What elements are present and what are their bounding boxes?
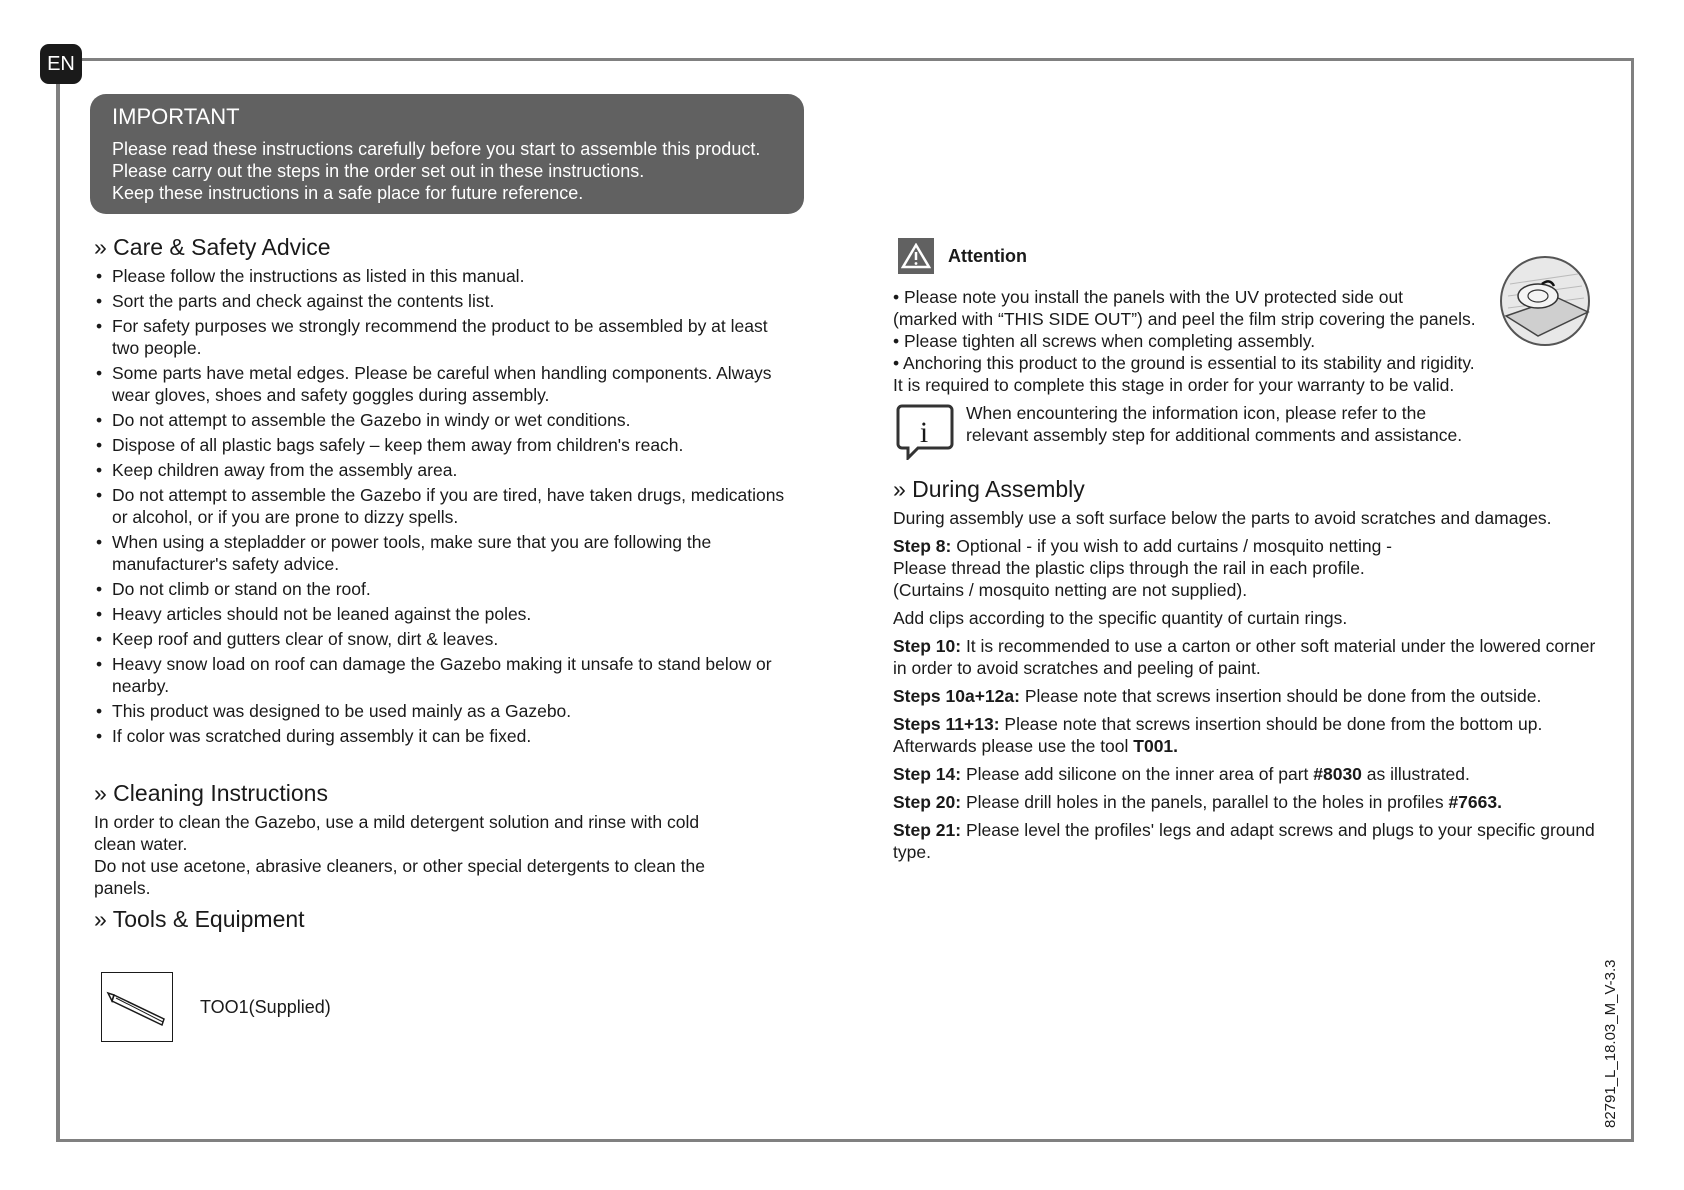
cleaning-text: Do not use acetone, abrasive cleaners, or other special detergents to clean the panels. [94,856,705,898]
step-21 [893,819,1613,863]
steps-11-13 [893,713,1613,757]
step-text: Please drill holes in the panels, parallel to the holes in profiles [961,792,1449,812]
step-text: Please level the profiles' legs and adapt screws and plugs to your specific ground type. [893,820,1595,862]
step-text: Please add silicone on the inner area of part [961,764,1314,784]
care-heading: » Care & Safety Advice [94,234,331,260]
list-item: • Do not attempt to assemble the Gazebo in windy or wet conditions. [94,409,794,431]
step-8 [893,535,1613,601]
list-item: • Sort the parts and check against the contents list. [94,290,794,312]
list-item: • Some parts have metal edges. Please be careful when handling components. Always wear gloves, shoes and safety goggles during assembly. [94,362,794,406]
part-number: #8030 [1313,764,1362,784]
cleaning-section [94,780,734,899]
important-line: Keep these instructions in a safe place for future reference. [112,183,584,203]
during-intro: During assembly use a soft surface below the parts to avoid scratches and damages. [893,508,1552,528]
attention-line: • Please tighten all screws when completing assembly. [893,331,1316,351]
step-label: Step 20: [893,792,962,812]
attention-line: • Please note you install the panels with the UV protected side out [893,287,1404,307]
care-section [94,234,794,750]
info-line: When encountering the information icon, please refer to the [966,403,1427,423]
list-item: • Heavy snow load on roof can damage the Gazebo making it unsafe to stand below or nearby. [94,653,794,697]
list-item: • Keep children away from the assembly area. [94,459,794,481]
info-line: relevant assembly step for additional comments and assistance. [966,425,1463,445]
step-14 [893,763,1613,785]
info-icon [896,402,954,460]
warning-icon [898,238,934,274]
list-item: • Do not climb or stand on the roof. [94,578,794,600]
part-number: #7663. [1448,792,1502,812]
attention-text [893,286,1573,396]
during-assembly-section [893,476,1613,869]
cleaning-heading: » Cleaning Instructions [94,780,328,806]
panel-film-illustration [1498,254,1592,348]
attention-title: Attention [948,245,1027,266]
list-item: • Do not attempt to assemble the Gazebo if you are tired, have taken drugs, medications or alcohol, or if you are prone to dizzy spells. [94,484,794,528]
step-text: as illustrated. [1361,764,1470,784]
step-text: It is recommended to use a carton or other soft material under the lowered corner in order to avoid scratches and peeling of paint. [893,636,1596,678]
list-item: • Keep roof and gutters clear of snow, dirt & leaves. [94,628,794,650]
step-label: Step 8: [893,536,952,556]
important-title: IMPORTANT [112,104,240,129]
svg-text:i: i [919,416,929,449]
screwdriver-bit-icon [102,973,172,1040]
cleaning-text: In order to clean the Gazebo, use a mild detergent solution and rinse with cold clean water. [94,812,700,854]
list-item: • Dispose of all plastic bags safely – keep them away from children's reach. [94,434,794,456]
important-line: Please carry out the steps in the order set out in these instructions. [112,161,645,181]
attention-line: (marked with “THIS SIDE OUT”) and peel the film strip covering the panels. [893,309,1476,329]
step-text: Afterwards please use the tool [893,736,1134,756]
steps-10a-12a [893,685,1613,707]
step-label: Steps 10a+12a: [893,686,1020,706]
attention-line: It is required to complete this stage in order for your warranty to be valid. [893,375,1455,395]
step-text: Please note that screws insertion should be done from the outside. [1019,686,1542,706]
tool-code: T001. [1133,736,1179,756]
step-label: Steps 11+13: [893,714,1000,734]
list-item: • Heavy articles should not be leaned against the poles. [94,603,794,625]
list-item: • For safety purposes we strongly recommend the product to be assembled by at least two people. [94,315,794,359]
step-text: (Curtains / mosquito netting are not supplied). [893,580,1248,600]
tools-section [94,906,305,937]
clips-note: Add clips according to the specific quantity of curtain rings. [893,608,1348,628]
attention-line: • Anchoring this product to the ground is essential to its stability and rigidity. [893,353,1475,373]
step-20 [893,791,1613,813]
step-text: Please thread the plastic clips through the rail in each profile. [893,558,1365,578]
step-label: Step 10: [893,636,962,656]
during-heading: » During Assembly [893,476,1085,502]
important-box [90,94,804,214]
list-item: • If color was scratched during assembly it can be fixed. [94,725,794,747]
important-line: Please read these instructions carefully before you start to assemble this product. [112,139,761,159]
info-note [896,402,1462,460]
tools-heading: » Tools & Equipment [94,906,305,932]
document-code: 82791_L_18.03_M_V-3.3 [1602,959,1619,1128]
attention-header [898,238,1027,274]
step-label: Step 21: [893,820,962,840]
step-text: Please note that screws insertion should be done from the bottom up. [999,714,1543,734]
care-list [94,265,794,747]
step-label: Step 14: [893,764,962,784]
list-item: • When using a stepladder or power tools, make sure that you are following the manufacturer's safety advice. [94,531,794,575]
list-item: • Please follow the instructions as listed in this manual. [94,265,794,287]
step-text: Optional - if you wish to add curtains / mosquito netting - [951,536,1392,556]
language-badge: EN [40,44,82,84]
tool-t001-illustration [101,972,173,1042]
list-item: • This product was designed to be used mainly as a Gazebo. [94,700,794,722]
step-10 [893,635,1613,679]
tool-label: TOO1(Supplied) [200,997,331,1017]
